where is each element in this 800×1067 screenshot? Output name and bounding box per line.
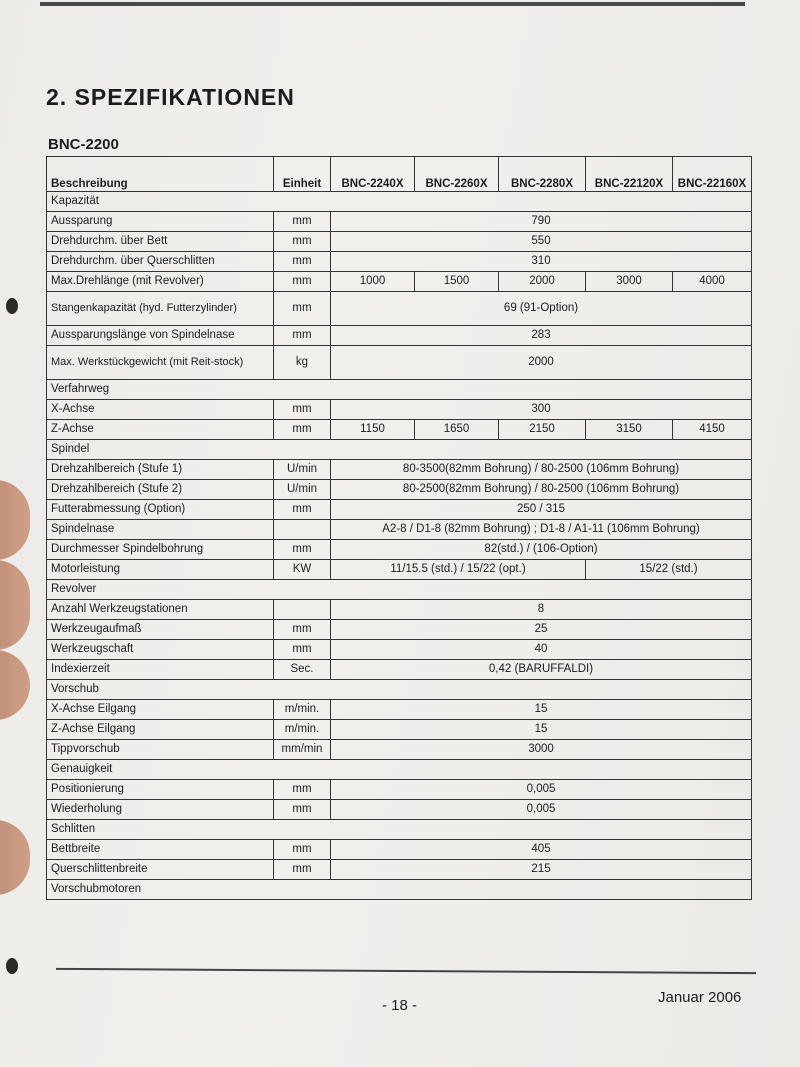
row-label: Motorleistung — [47, 560, 274, 580]
row-value: 300 — [331, 400, 752, 420]
row-label: Aussparung — [47, 212, 274, 232]
row-unit: mm — [274, 292, 331, 326]
row-value: 405 — [331, 840, 752, 860]
row-value: 82(std.) / (106-Option) — [331, 540, 752, 560]
header-model: BNC-2260X — [415, 157, 499, 192]
binder-hole — [6, 298, 18, 314]
table-row — [47, 660, 752, 680]
row-value: 15/22 (std.) — [586, 560, 752, 580]
row-label: Drehdurchm. über Bett — [47, 232, 274, 252]
table-row — [47, 232, 752, 252]
row-unit: mm — [274, 500, 331, 520]
row-unit: kg — [274, 346, 331, 380]
row-value: 2000 — [499, 272, 586, 292]
row-value: 15 — [331, 700, 752, 720]
row-label: Durchmesser Spindelbohrung — [47, 540, 274, 560]
row-value: 215 — [331, 860, 752, 880]
section-row — [47, 880, 752, 900]
row-value: 4000 — [673, 272, 752, 292]
footer-date: Januar 2006 — [658, 989, 742, 1006]
table-row — [47, 480, 752, 500]
section-label: Spindel — [47, 440, 752, 460]
section-label: Vorschubmotoren — [47, 880, 752, 900]
table-row — [47, 252, 752, 272]
row-value: 250 / 315 — [331, 500, 752, 520]
row-value: 0,005 — [331, 800, 752, 820]
row-value: 80-2500(82mm Bohrung) / 80-2500 (106mm Bohrung) — [331, 480, 752, 500]
table-row — [47, 540, 752, 560]
row-value: 15 — [331, 720, 752, 740]
header-model: BNC-2240X — [331, 157, 415, 192]
row-label: Max. Werkstückgewicht (mit Reit-stock) — [47, 346, 274, 380]
table-row — [47, 326, 752, 346]
row-label: Werkzeugaufmaß — [47, 620, 274, 640]
section-row — [47, 580, 752, 600]
row-label: Z-Achse — [47, 420, 274, 440]
section-row — [47, 680, 752, 700]
table-header-row — [47, 157, 752, 192]
row-value: 2000 — [331, 346, 752, 380]
row-unit: mm — [274, 860, 331, 880]
row-value: 40 — [331, 640, 752, 660]
row-unit: Sec. — [274, 660, 331, 680]
row-value: 1150 — [331, 420, 415, 440]
table-row — [47, 600, 752, 620]
section-label: Schlitten — [47, 820, 752, 840]
row-value: 8 — [331, 600, 752, 620]
header-beschreibung: Beschreibung — [47, 157, 274, 192]
row-label: Werkzeugschaft — [47, 640, 274, 660]
row-label: Z-Achse Eilgang — [47, 720, 274, 740]
row-unit: mm — [274, 420, 331, 440]
row-unit: mm — [274, 272, 331, 292]
row-unit: mm/min — [274, 740, 331, 760]
row-label: X-Achse Eilgang — [47, 700, 274, 720]
row-label: Positionierung — [47, 780, 274, 800]
row-label: Futterabmessung (Option) — [47, 500, 274, 520]
footer-rule — [56, 968, 756, 974]
finger — [0, 560, 30, 650]
row-label: Tippvorschub — [47, 740, 274, 760]
row-label: Querschlittenbreite — [47, 860, 274, 880]
row-unit: mm — [274, 540, 331, 560]
section-label: Verfahrweg — [47, 380, 752, 400]
row-label: Drehzahlbereich (Stufe 2) — [47, 480, 274, 500]
page-title: 2. SPEZIFIKATIONEN — [46, 84, 295, 110]
page-number: - 18 - — [382, 997, 418, 1014]
section-row — [47, 380, 752, 400]
row-unit — [274, 600, 331, 620]
row-value: 550 — [331, 232, 752, 252]
row-value: 69 (91-Option) — [331, 292, 752, 326]
row-value: 3000 — [331, 740, 752, 760]
row-label: Bettbreite — [47, 840, 274, 860]
section-row — [47, 820, 752, 840]
row-label: Wiederholung — [47, 800, 274, 820]
table-row — [47, 500, 752, 520]
row-unit: U/min — [274, 480, 331, 500]
row-unit: m/min. — [274, 720, 331, 740]
table-row — [47, 700, 752, 720]
row-label: X-Achse — [47, 400, 274, 420]
header-model: BNC-2280X — [499, 157, 586, 192]
table-row — [47, 740, 752, 760]
row-value: 2150 — [499, 420, 586, 440]
row-value: 0,42 (BARUFFALDI) — [331, 660, 752, 680]
row-value: 1500 — [415, 272, 499, 292]
row-value: 3000 — [586, 272, 673, 292]
row-value: 3150 — [586, 420, 673, 440]
row-label: Drehzahlbereich (Stufe 1) — [47, 460, 274, 480]
row-value: 11/15.5 (std.) / 15/22 (opt.) — [331, 560, 586, 580]
row-label: Max.Drehlänge (mit Revolver) — [47, 272, 274, 292]
table-row — [47, 560, 752, 580]
table-row — [47, 720, 752, 740]
row-unit: KW — [274, 560, 331, 580]
row-unit: mm — [274, 252, 331, 272]
section-row — [47, 440, 752, 460]
spec-table — [46, 156, 752, 900]
row-unit: mm — [274, 780, 331, 800]
row-unit: mm — [274, 232, 331, 252]
row-value: 790 — [331, 212, 752, 232]
row-value: 80-3500(82mm Bohrung) / 80-2500 (106mm Bohrung) — [331, 460, 752, 480]
section-label: Revolver — [47, 580, 752, 600]
row-unit: mm — [274, 620, 331, 640]
table-row — [47, 780, 752, 800]
finger — [0, 820, 30, 895]
row-unit: mm — [274, 326, 331, 346]
header-einheit: Einheit — [274, 157, 331, 192]
section-row — [47, 760, 752, 780]
row-label: Aussparungslänge von Spindelnase — [47, 326, 274, 346]
row-unit: mm — [274, 212, 331, 232]
table-row — [47, 840, 752, 860]
row-value: 283 — [331, 326, 752, 346]
model-title: BNC-2200 — [48, 136, 119, 153]
table-row — [47, 346, 752, 380]
row-unit: m/min. — [274, 700, 331, 720]
row-value: 0,005 — [331, 780, 752, 800]
row-value: 310 — [331, 252, 752, 272]
row-unit: mm — [274, 400, 331, 420]
row-label: Stangenkapazität (hyd. Futterzylinder) — [47, 292, 274, 326]
row-unit: mm — [274, 800, 331, 820]
row-label: Indexierzeit — [47, 660, 274, 680]
row-value: A2-8 / D1-8 (82mm Bohrung) ; D1-8 / A1-11 (106mm Bohrung) — [331, 520, 752, 540]
table-row — [47, 640, 752, 660]
table-row — [47, 420, 752, 440]
row-unit: U/min — [274, 460, 331, 480]
header-model: BNC-22120X — [586, 157, 673, 192]
row-value: 4150 — [673, 420, 752, 440]
row-value: 1000 — [331, 272, 415, 292]
finger — [0, 650, 30, 720]
binder-hole — [6, 958, 18, 974]
finger — [0, 480, 30, 560]
row-label: Anzahl Werkzeugstationen — [47, 600, 274, 620]
row-unit: mm — [274, 640, 331, 660]
section-label: Vorschub — [47, 680, 752, 700]
table-row — [47, 212, 752, 232]
row-value: 1650 — [415, 420, 499, 440]
section-label: Kapazität — [47, 192, 752, 212]
row-unit — [274, 520, 331, 540]
table-row — [47, 400, 752, 420]
row-value: 25 — [331, 620, 752, 640]
table-row — [47, 460, 752, 480]
row-unit: mm — [274, 840, 331, 860]
section-label: Genauigkeit — [47, 760, 752, 780]
table-row — [47, 620, 752, 640]
table-row — [47, 860, 752, 880]
row-label: Spindelnase — [47, 520, 274, 540]
table-row — [47, 800, 752, 820]
header-model: BNC-22160X — [673, 157, 752, 192]
row-label: Drehdurchm. über Querschlitten — [47, 252, 274, 272]
top-rule — [40, 2, 745, 6]
section-row — [47, 192, 752, 212]
table-row — [47, 292, 752, 326]
table-row — [47, 272, 752, 292]
table-row — [47, 520, 752, 540]
